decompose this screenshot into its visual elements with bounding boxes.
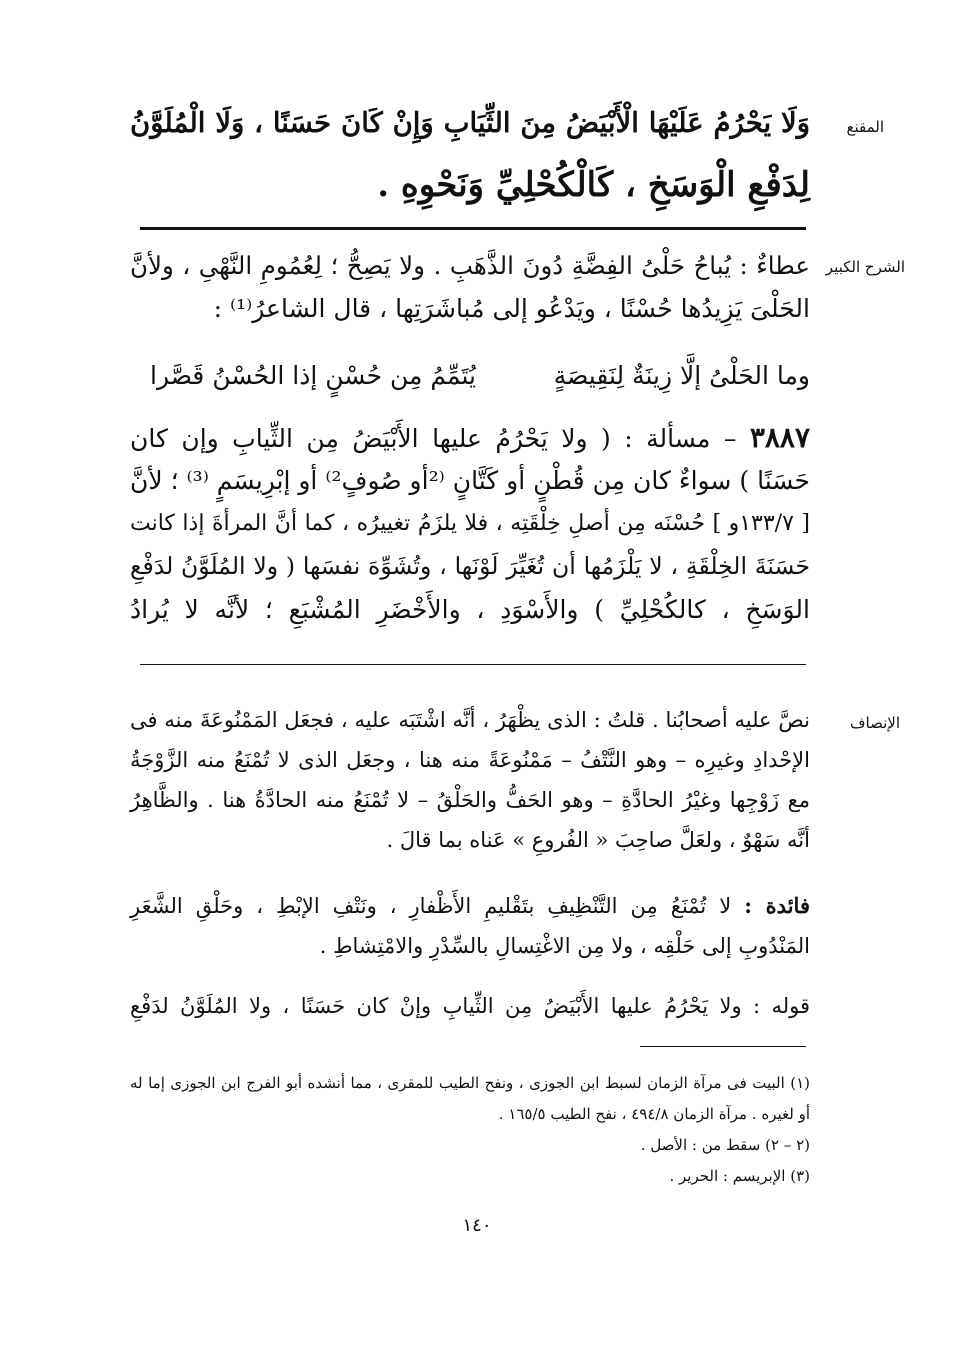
insaf-text <box>130 700 810 860</box>
footnotes <box>130 1068 810 1192</box>
footnote-line: (٣) الإبريسم : الحرير . <box>669 1167 810 1185</box>
verse-second-hemistich: يُتَمِّمُ مِن حُسْنٍ إذا الحُسْنُ قَصَّرا <box>150 361 476 390</box>
muqni-text <box>130 92 810 216</box>
section-divider <box>140 227 806 230</box>
label-sharh: الشرح الكبير <box>825 258 905 276</box>
label-muqni: المقنع <box>846 118 884 136</box>
label-insaf: الإنصاف <box>849 714 900 732</box>
sharh-text <box>130 244 810 330</box>
faida-line-text: لا تُمْنَعُ مِن التَّنْظِيفِ بتَقْليمِ الأَظْفارِ ، ونَتْفِ الإبْطِ ، وحَلْقِ الشَّعَرِ <box>130 894 732 918</box>
masala-line: حَسَنَةَ الخِلْقَةِ ، لا يَلْزَمُها أن تُغَيِّرَ لَوْنَها ، وتُشَوِّهَ نفسَها ( ولا المُلَوَّنُ لدَفْعِ <box>130 552 810 580</box>
masala-line: [ ١٣٣/٧و ] حُسْنَه مِن أصلِ خِلْقَتِه ، فلا يلزَمُ تغييرُه ، كما أنَّ المرأةَ إذا كانت <box>130 511 810 536</box>
footnote-divider <box>640 1046 806 1047</box>
qawluh-line: قوله : ولا يَحْرُمُ عليها الأَبْيَضُ مِن الثِّيابِ وإنْ كان حَسَنًا ، ولا المُلَوَّنُ لدَفْعِ <box>130 994 810 1018</box>
faida-line: المَنْدُوبِ إلى حَلْقِه ، ولا مِن الاغْتِسالِ بالسِّدْرِ والامْتِشاطِ . <box>319 934 810 958</box>
insaf-line: أنَّه سَهْوٌ ، ولعَلَّ صاحِبَ « الفُروعِ » عَناه بما قالَ . <box>386 828 810 852</box>
masala-line-text: – مسألة : ( ولا يَحْرُمُ عليها الأَبْيَضُ مِن الثِّيابِ وإن كان <box>130 424 737 453</box>
footnote-line: (٢ – ٢) سقط من : الأصل . <box>640 1136 810 1154</box>
insaf-line: الإحْدادِ وغيرِه – وهو النَّتْفُ – مَمْنُوعَةً منه هنا ، وجعَل الذى لا تُمْنَعُ منه الزَّوْجَةُ <box>130 748 810 772</box>
masala-line <box>130 416 810 459</box>
masala-line: حَسَنًا ) سواءٌ كان مِن قُطْنٍ أو كَتَّانٍ ⁽²أو صُوفٍ²⁾ أو إبْرِيسَمٍ ⁽³⁾ ؛ لأنَّ <box>130 466 810 495</box>
insaf-line: نصَّ عليه أصحابُنا . قلتُ : الذى يظْهَرُ ، أنَّه اشْتَبَه عليه ، فجعَل المَمْنُوعَةَ منه فى <box>130 708 810 732</box>
muqni-line: وَلَا يَحْرُمُ عَلَيْهَا الْأَبْيَضُ مِنَ الثِّيَابِ وَإِنْ كَانَ حَسَنًا ، وَلَا الْمُلَوَّنُ <box>130 107 810 139</box>
masala-text <box>130 416 810 631</box>
poem-verse <box>130 354 810 397</box>
faida-line <box>130 886 810 926</box>
muqni-line: لِدَفْعِ الْوَسَخِ ، كَالْكُحْلِيِّ وَنَحْوِهِ . <box>377 165 810 205</box>
faida-label: فائدة : <box>744 893 810 918</box>
faida-text <box>130 886 810 966</box>
masala-line: الوَسَخِ ، كالكُحْلِيِّ ) والأَسْوَدِ ، والأَخْضَرِ المُشْبَعِ ؛ لأنَّه لا يُرادُ <box>130 595 810 624</box>
verse-first-hemistich: وما الحَلْىُ إلَّا زِينَةٌ لِنَقِيصَةٍ <box>553 361 810 390</box>
insaf-line: مع زَوْجِها وغيْرُ الحادَّةِ – وهو الحَفُّ والحَلْقُ – لا تُمْنَعُ منه الحادَّةُ هنا . والظَّاهِرُ <box>130 788 810 812</box>
footnote-line: (١) البيت فى مرآة الزمان لسبط ابن الجوزى ، ونفح الطيب للمقرى ، مما أنشده أبو الفرج ابن الجوزى إما له <box>130 1074 810 1092</box>
page-number: ١٤٠ <box>462 1215 492 1236</box>
footnote-line: أو لغيره . مرآة الزمان ٤٩٤/٨ ، نفح الطيب ١٦٥/٥ . <box>498 1105 810 1123</box>
sharh-line: الحَلْىَ يَزِيدُها حُسْنًا ، ويَدْعُو إلى مُباشَرَتِها ، قال الشاعرُ⁽¹⁾ : <box>213 294 810 323</box>
qawluh-text <box>130 986 810 1026</box>
masala-number: ٣٨٨٧ <box>749 421 810 454</box>
section-divider <box>140 664 806 665</box>
sharh-line: عطاءٌ : يُباحُ حَلْىُ الفِضَّةِ دُونَ الذَّهَبِ . ولا يَصِحُّ ؛ لِعُمُومِ النَّهْىِ ، ولأنَّ <box>130 251 810 280</box>
